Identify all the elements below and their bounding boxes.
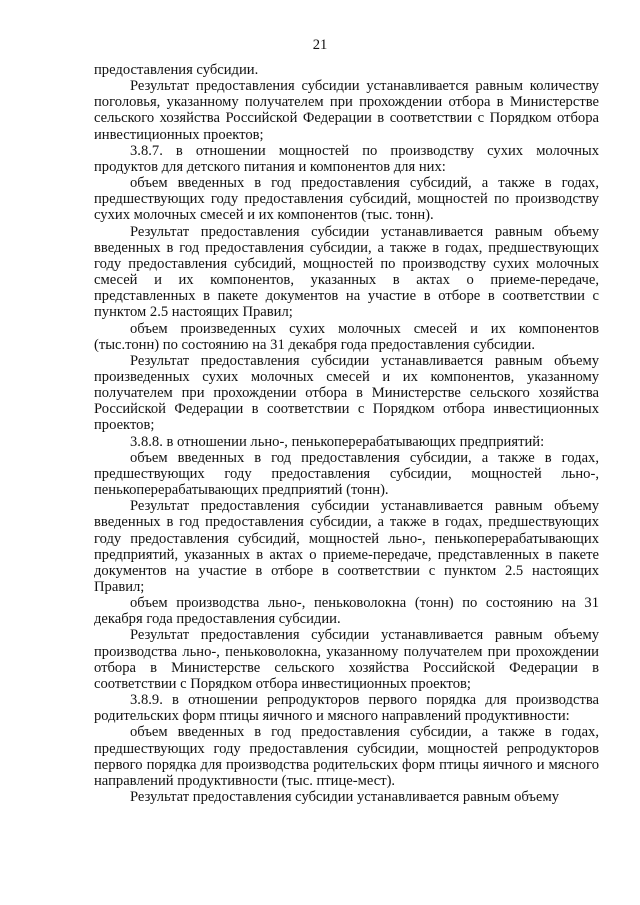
paragraph-7: Результат предоставления субсидии устанавливается равным объему произведенных сухих молочных смесей и их компонентов, указанному получателем при прохождении отбора в Министерстве сельского хозяйства Российской Федерации в соответствии с Порядком отбора инвестиционных проектов; [94, 352, 599, 434]
document-body [94, 62, 599, 805]
paragraph-4: объем введенных в год предоставления субсидий, а также в годах, предшествующих году предоставления субсидий, мощностей по производству сухих молочных смесей и их компонентов (тыс. тонн). [94, 175, 599, 224]
paragraph-11: объем производства льно-, пеньковолокна (тонн) по состоянию на 31 декабря года предоставления субсидии. [94, 595, 599, 628]
page-number: 21 [312, 37, 328, 53]
paragraph-15: Результат предоставления субсидии устанавливается равным объему [130, 789, 559, 806]
paragraph-6: объем произведенных сухих молочных смесей и их компонентов (тыс.тонн) по состоянию на 31 декабря года предоставления субсидии. [94, 320, 599, 353]
section-3-8-8-heading: 3.8.8. в отношении льно-, пенькоперерабатывающих предприятий: [130, 433, 545, 450]
paragraph-10: Результат предоставления субсидии устанавливается равным объему введенных в год предоставления субсидии, а также в годах, предшествующих году предоставления субсидий, мощностей льно-, пенькоперерабатывающих предприятий, указанных в актах о приеме-передаче, представленных в пакете документов на участие в отборе в соответствии с пунктом 2.5 настоящих Правил; [94, 498, 599, 595]
paragraph-5: Результат предоставления субсидии устанавливается равным объему введенных в год предоставления субсидии, а также в годах, предшествующих году предоставления субсидий, мощностей по производству сухих молочных смесей и их компонентов, указанных в актах о приеме-передаче, представленных в пакете документов на участие в отборе в соответствии с пунктом 2.5 настоящих Правил; [94, 223, 599, 321]
paragraph-14: объем введенных в год предоставления субсидии, а также в годах, предшествующих году предоставления субсидии, мощностей репродукторов первого порядка для производства родительских форм птицы яичного и мясного направлений продуктивности (тыс. птице-мест). [94, 724, 599, 789]
paragraph-1: предоставления субсидии. [94, 62, 259, 78]
paragraph-2: Результат предоставления субсидии устанавливается равным количеству поголовья, указанному получателем при прохождении отбора в Министерстве сельского хозяйства Российской Федерации в соответствии с Порядком отбора инвестиционных проектов; [94, 78, 599, 143]
section-3-8-9-heading: 3.8.9. в отношении репродукторов первого порядка для производства родительских форм птицы яичного и мясного направлений продуктивности: [94, 692, 599, 725]
section-3-8-7-heading: 3.8.7. в отношении мощностей по производству сухих молочных продуктов для детского питания и компонентов для них: [94, 142, 599, 175]
paragraph-9: объем введенных в год предоставления субсидии, а также в годах, предшествующих году предоставления субсидии, мощностей льно-, пенькоперерабатывающих предприятий (тонн). [94, 449, 599, 499]
paragraph-12: Результат предоставления субсидии устанавливается равным объему производства льно-, пеньковолокна, указанному получателем при прохождении отбора в Министерстве сельского хозяйства Российской Федерации в соответствии с Порядком отбора инвестиционных проектов; [94, 627, 599, 692]
